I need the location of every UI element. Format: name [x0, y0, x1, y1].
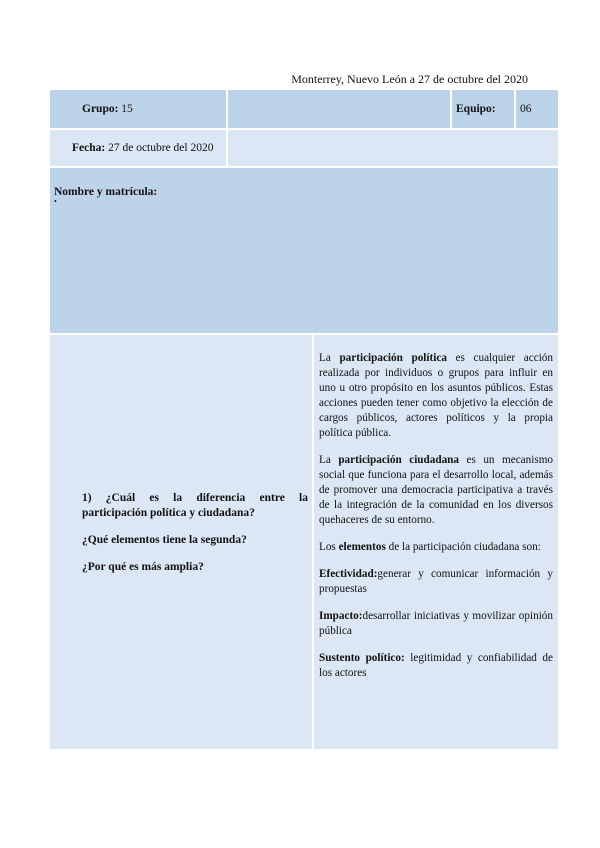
dateline: Monterrey, Nuevo León a 27 de octubre del 2020	[291, 72, 528, 86]
element-impact: Impacto:desarrollar iniciativas y movilizar opinión pública	[319, 610, 553, 637]
equipo-value-cell	[516, 90, 558, 128]
equipo-label-cell	[452, 90, 514, 128]
grupo-cell	[50, 90, 226, 128]
nombre-label: Nombre y matrícula:	[54, 186, 158, 198]
answer-paragraph-citizen: La participación ciudadana es un mecanismo social que funciona para el desarrollo local, además de promover una democracia participativa a través de la integración de la comunidad en los diversos quehaceres de su entorno.	[319, 454, 553, 526]
equipo-label: Equipo:	[456, 103, 496, 115]
nombre-bullet: •	[54, 197, 57, 206]
element-effectiveness: Efectividad:generar y comunicar información y propuestas	[319, 568, 553, 595]
grupo-label: Grupo:	[82, 103, 119, 115]
answer-paragraph-political: La participación política es cualquier acción realizada por individuos o grupos para influir en uno u otro propósito en los asuntos públicos. Estas acciones pueden tener como objetivo la elección de cargos públicos, actores políticos y la propia política pública.	[319, 352, 553, 439]
question-2: ¿Qué elementos tiene la segunda?	[82, 534, 247, 546]
equipo-value: 06	[520, 103, 532, 115]
grupo-value: 15	[121, 103, 133, 115]
question-cell	[50, 335, 312, 749]
answer-cell	[314, 335, 558, 749]
fecha-label: Fecha:	[72, 142, 106, 154]
fecha-value: 27 de octubre del 2020	[108, 142, 214, 154]
question-3: ¿Por qué es más amplia?	[82, 561, 204, 573]
fecha-cell	[50, 130, 226, 166]
answer-paragraph-elements: Los elementos de la participación ciudadana son:	[319, 541, 541, 553]
fecha-blank-cell	[228, 130, 558, 166]
nombre-cell	[50, 168, 558, 333]
question-1: 1) ¿Cuál es la diferencia entre la participación política y ciudadana?	[82, 492, 308, 519]
element-political-support: Sustento político: legitimidad y confiabilidad de los actores	[319, 652, 553, 679]
grupo-blank-cell	[228, 90, 450, 128]
